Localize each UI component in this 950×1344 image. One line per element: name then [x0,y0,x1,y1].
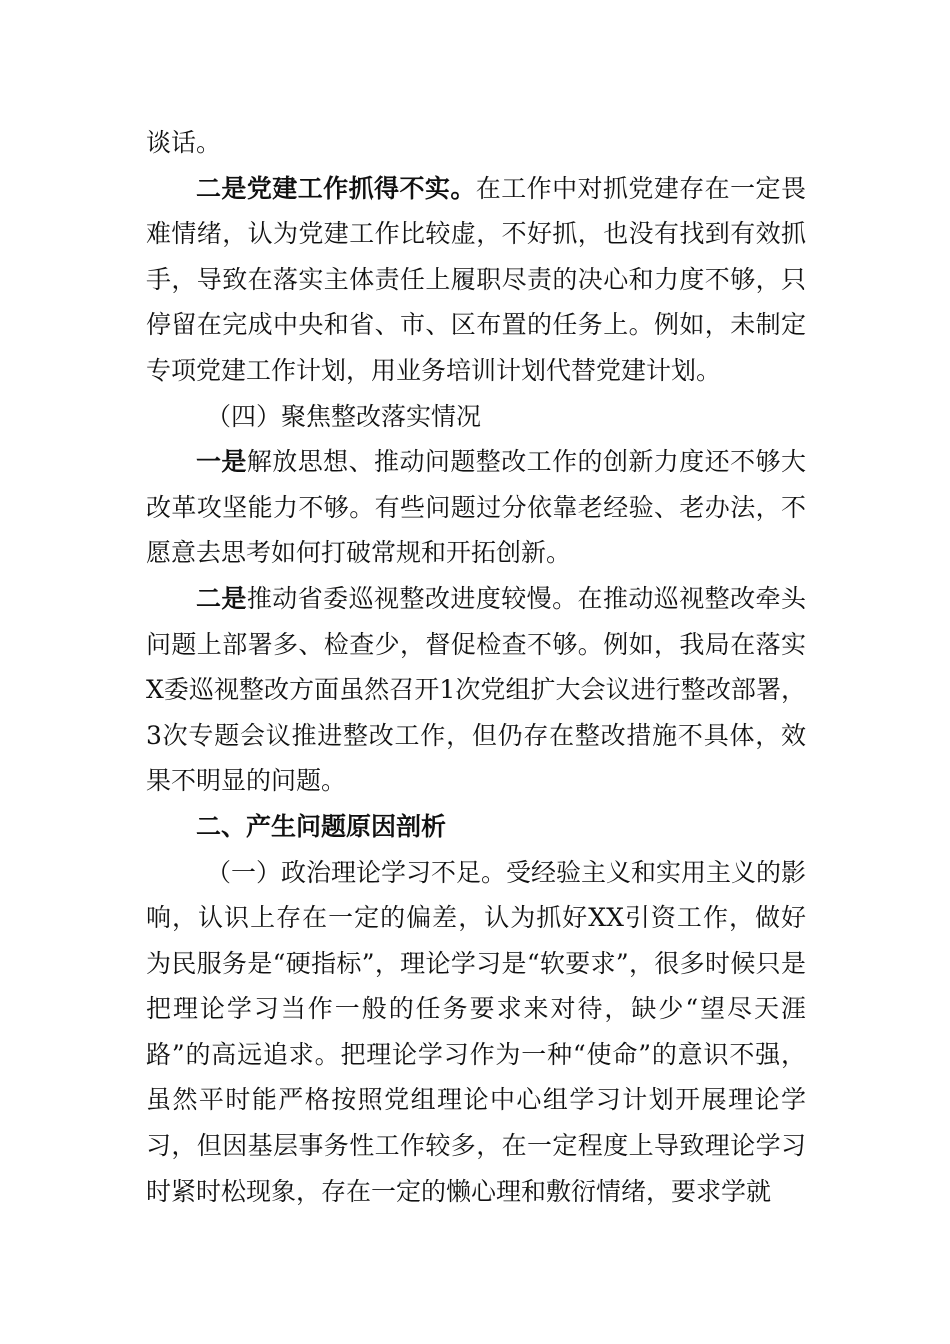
paragraph-text: （一）政治理论学习不足。受经验主义和实用主义的影响，认识上存在一定的偏差，认为抓好XX引资工作，做好为民服务是“硬指标”，理论学习是“软要求”，很多时候只是把理论学习当作一般的任务要求来对待，缺少“望尽天涯路”的高远追求。把理论学习作为一种“使命”的意识不强，虽然平时能严格按照党组理论中心组学习计划开展理论学习，但因基层事务性工作较多，在一定程度上导致理论学习时紧时松现象，存在一定的懒心理和敷衍情绪，要求学就 [146,857,807,1206]
paragraph-continuation [146,120,806,166]
paragraph-emancipate-mind [146,439,806,576]
paragraph-text: 谈话。 [146,128,222,157]
paragraph-inspection-rectification [146,576,806,804]
document-body [146,120,806,1214]
paragraph-lead-bold: 一是 [196,447,247,477]
paragraph-lead-bold: 二是 [196,583,247,613]
heading-text: 二、产生问题原因剖析 [196,811,447,841]
heading-text: （四）聚焦整改落实情况 [206,401,482,431]
section-heading-cause-analysis [146,804,806,850]
paragraph-theory-study [146,850,806,1215]
paragraph-text: 在工作中对抓党建存在一定畏难情绪，认为党建工作比较虚，不好抓，也没有找到有效抓手，导致在落实主体责任上履职尽责的决心和力度不够，只停留在完成中央和省、市、区布置的任务上。例如，未制定专项党建工作计划，用业务培训计划代替党建计划。 [146,173,806,385]
paragraph-party-building [146,166,806,394]
paragraph-text: 推动省委巡视整改进度较慢。在推动巡视整改牵头问题上部署多、检查少，督促检查不够。例如，我局在落实X委巡视整改方面虽然召开1次党组扩大会议进行整改部署，3次专题会议推进整改工作，但仍存在整改措施不具体，效果不明显的问题。 [146,583,806,796]
section-heading-rectification [146,394,806,440]
paragraph-lead-bold: 二是党建工作抓得不实。 [196,173,476,203]
paragraph-text: 解放思想、推动问题整改工作的创新力度还不够大改革攻坚能力不够。有些问题过分依靠老经验、老办法，不愿意去思考如何打破常规和开拓创新。 [146,447,806,568]
